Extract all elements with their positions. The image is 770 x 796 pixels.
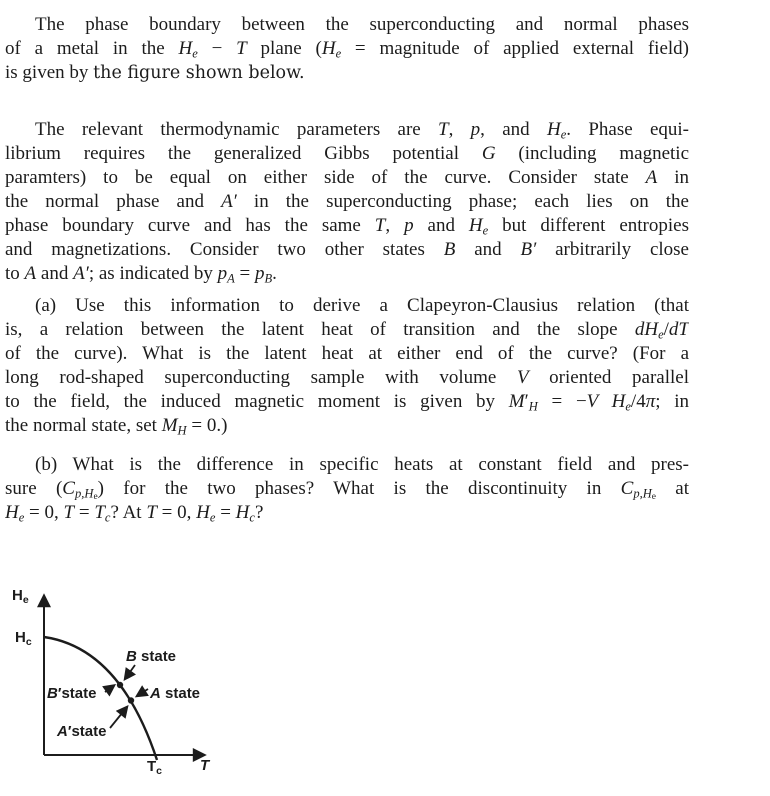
text-line: sure $(C_{p,He})$ for the two phases? What is the discontinuity in $C_{p,He}$ at: [5, 478, 689, 501]
text-line: of a metal in the $H_e - T$ plane ($H_e$ = magnitude of applied external field): [5, 38, 689, 61]
a-state-label: A state: [150, 685, 201, 702]
b-state-arrow: [125, 665, 135, 679]
x-axis-label: T: [200, 757, 210, 774]
text-line: of the curve). What is the latent heat at either end of the curve? (For a: [5, 343, 689, 364]
text-line: to the field, the induced magnetic moment is given by $M'_H = -V$ $H_e/4\pi$; in: [5, 391, 689, 414]
text-line: (b) What is the difference in specific heats at constant field and pres-: [35, 454, 689, 475]
text-line: is given by the figure shown below.: [5, 62, 305, 83]
a-state-point: [128, 697, 134, 703]
b-prime-state-arrow: [105, 686, 114, 693]
problem-text: [5, 0, 689, 525]
text-line: long rod-shaped superconducting sample with volume V oriented parallel: [5, 367, 689, 388]
tc-tick-label: $T_c$: [147, 758, 163, 778]
text-line: the normal phase and A′ in the superconducting phase; each lies on the: [5, 191, 689, 212]
b-state-point: [117, 682, 123, 688]
b-prime-state-label: B′state: [47, 685, 97, 702]
text-line: The relevant thermodynamic parameters are T, p, and $H_e$. Phase equi-: [35, 119, 689, 142]
text-line: phase boundary curve and has the same T, p and $H_e$ but different entropies: [5, 215, 689, 238]
text-line: librium requires the generalized Gibbs potential G (including magnetic: [5, 143, 689, 164]
phase-diagram-figure: [0, 583, 770, 796]
a-prime-state-label: A′state: [57, 723, 107, 740]
text-line: The phase boundary between the superconducting and normal phases: [35, 14, 689, 35]
text-line: the normal state, set $M_H = 0$.): [5, 415, 228, 438]
hc-tick-label: $H_c$: [15, 629, 32, 649]
a-state-arrow: [137, 689, 148, 696]
text-line: (a) Use this information to derive a Clapeyron-Clausius relation (that: [35, 295, 689, 316]
a-prime-state-arrow: [110, 707, 127, 728]
paragraph-part-a: [5, 294, 689, 438]
paragraph-part-b: [5, 453, 689, 525]
text-line: is, a relation between the latent heat of transition and the slope $dH_e/dT$: [5, 319, 689, 342]
text-line: to A and A′; as indicated by $p_A = p_B$.: [5, 263, 277, 286]
b-state-label: B state: [126, 648, 177, 665]
text-line: and magnetizations. Consider two other states B and B′ arbitrarily close: [5, 239, 689, 260]
paragraph-setup: [5, 118, 689, 286]
y-axis-label: $H_e$: [12, 587, 29, 607]
text-line: paramters) to be equal on either side of the curve. Consider state A in: [5, 167, 689, 188]
text-line: $H_e = 0$, $T = T_c$? At T = 0, $H_e = H_c$?: [5, 502, 264, 525]
paragraph-intro: [5, 13, 689, 85]
